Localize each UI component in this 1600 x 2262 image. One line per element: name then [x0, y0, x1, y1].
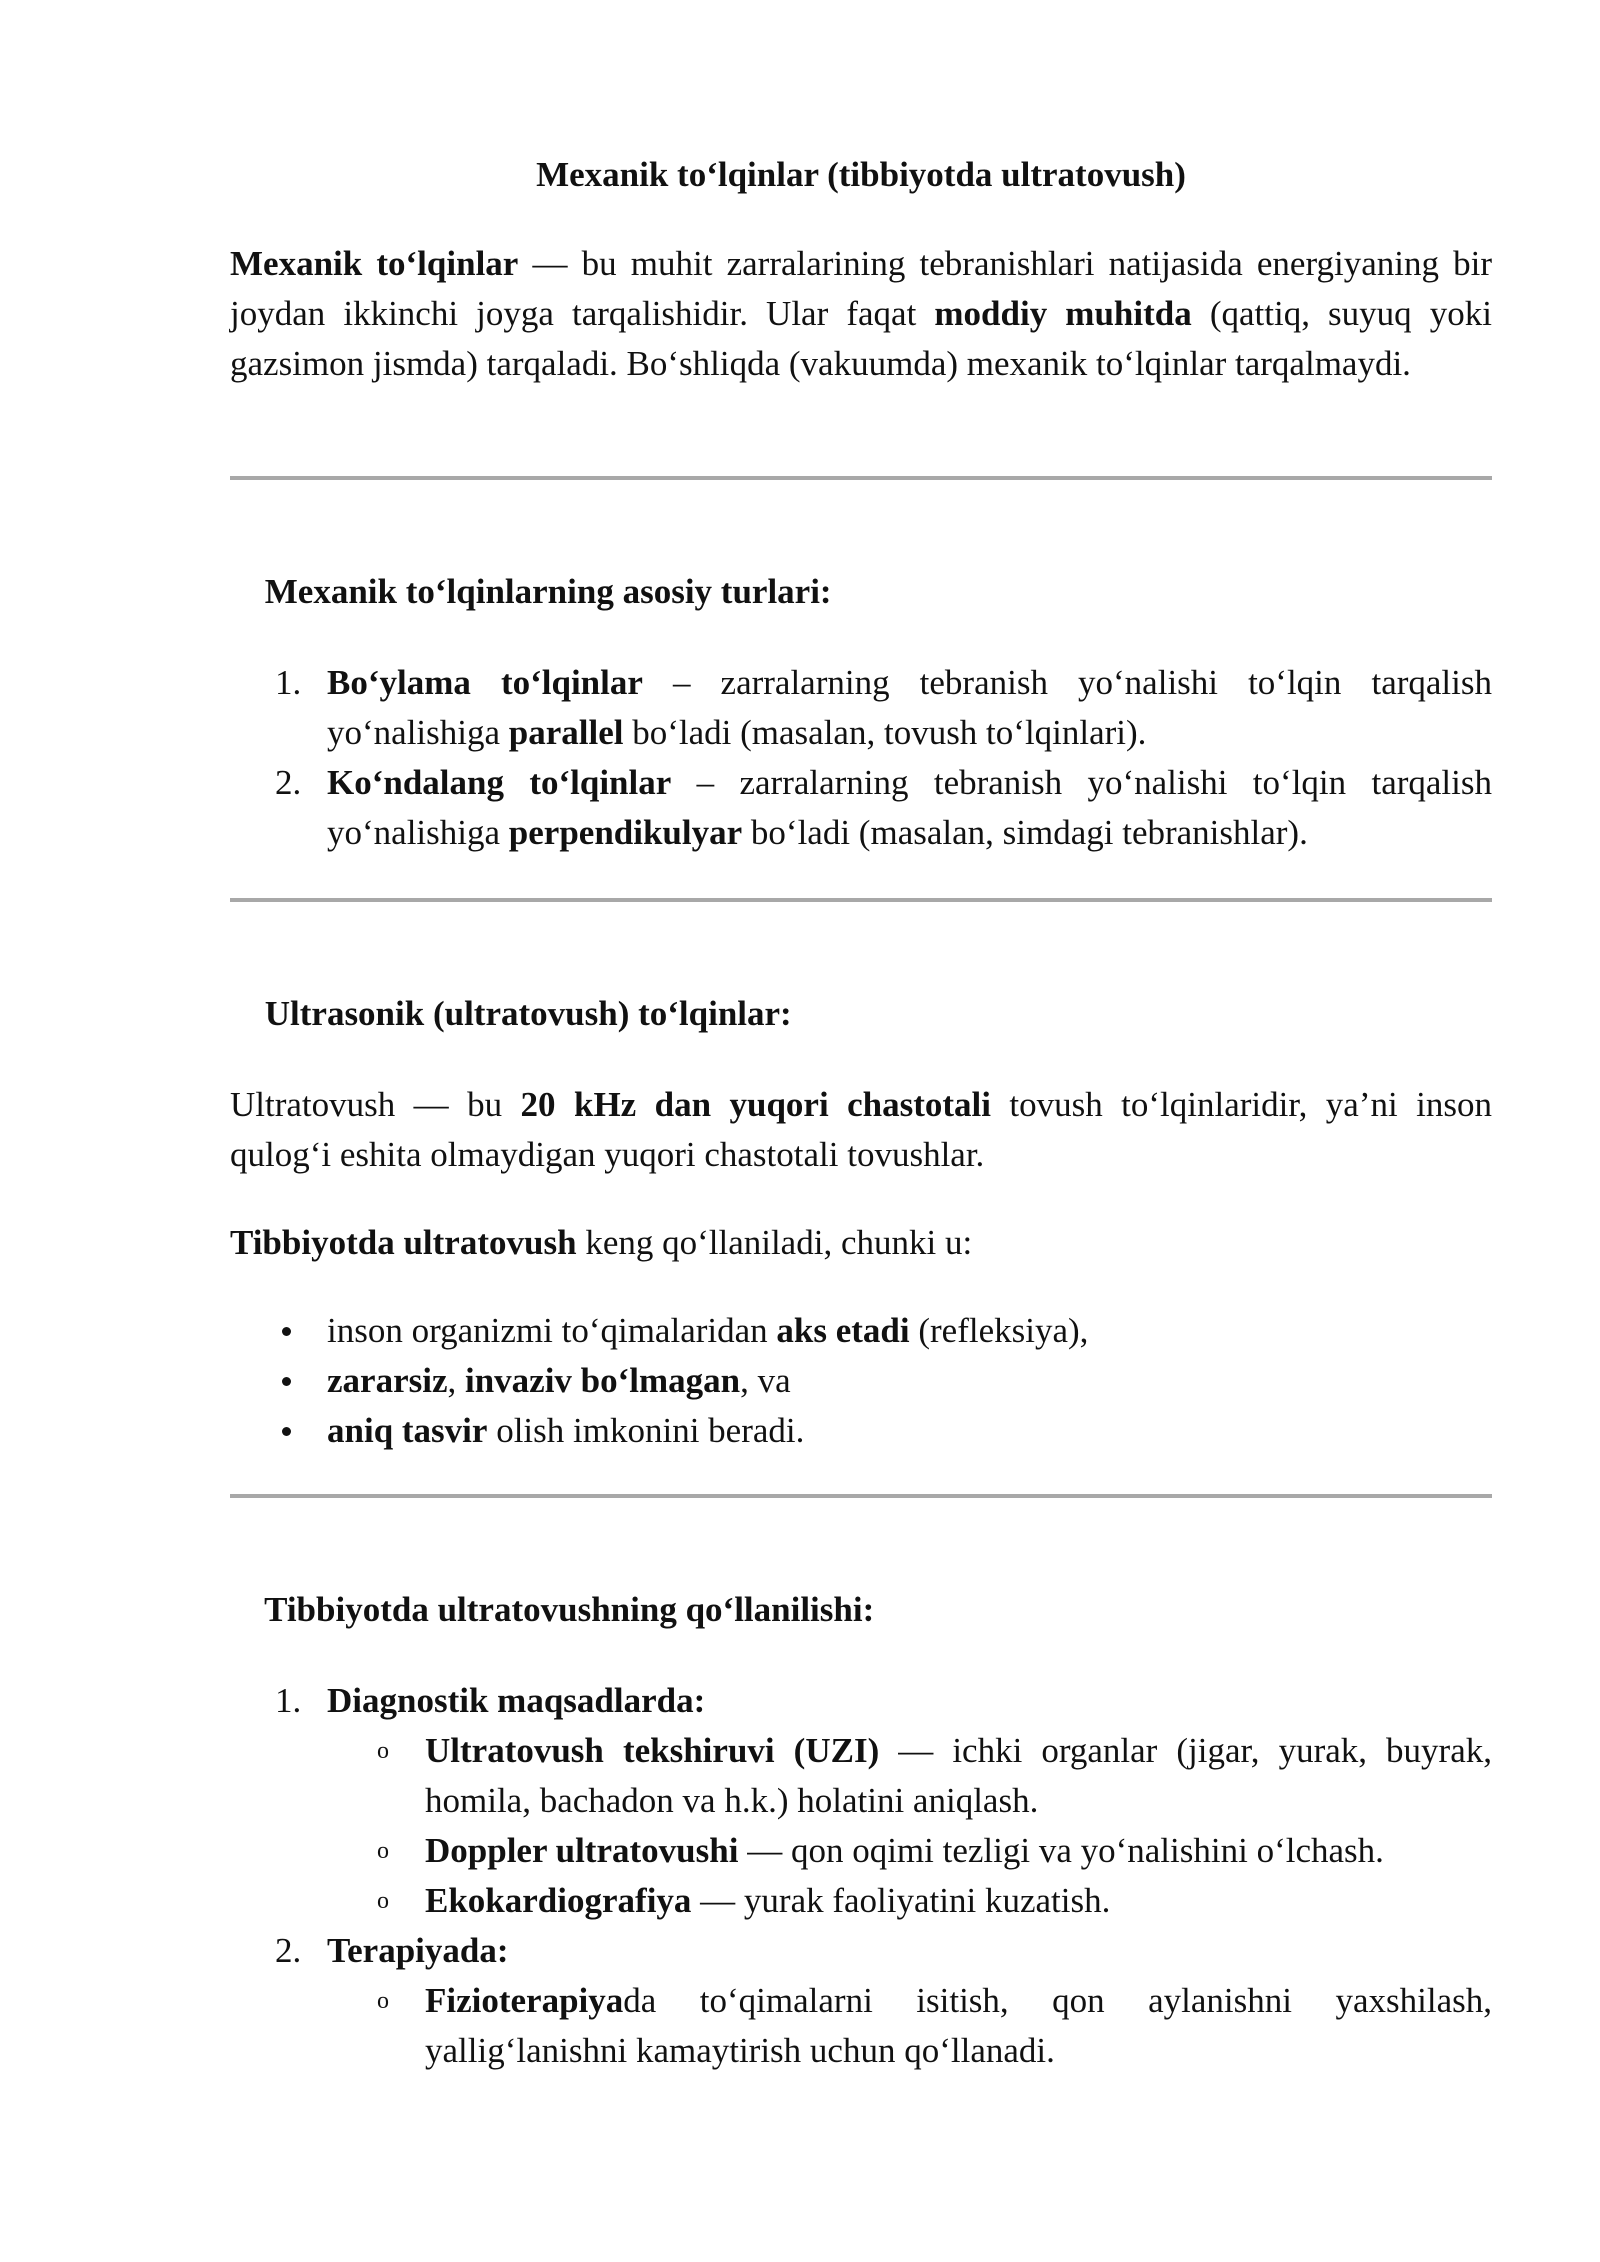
section-heading-text: Mexanik to‘lqinlarning asosiy turlari: — [264, 572, 832, 611]
sub-list-item — [230, 1726, 1492, 1826]
list-item — [230, 758, 1492, 858]
section-heading-types — [230, 567, 1492, 617]
term: Tibbiyotda ultratovush — [230, 1223, 577, 1262]
ultrasonic-usage-intro — [230, 1218, 1492, 1268]
divider-1 — [230, 476, 1492, 480]
intro-paragraph — [230, 239, 1492, 389]
wave-types-list — [230, 658, 1492, 858]
term: invaziv bo‘lmagan — [464, 1361, 741, 1400]
text: , — [447, 1361, 465, 1400]
text: da to‘qimalarni isitish, qon aylanishni yaxshilash, yallig‘lanishni kamaytirish uchun qo‘llanadi. — [425, 1981, 1492, 2070]
text: Ultratovush — bu — [230, 1085, 521, 1124]
intro-text-1: — bu muhit zarralarining tebranishlari natijasida energiyaning bir joydan ikkinchi joyga tarqalishidir. Ular faqat — [230, 244, 1492, 333]
text: (refleksiya), — [909, 1311, 1089, 1350]
term: zararsiz — [327, 1361, 448, 1400]
ultrasonic-definition — [230, 1080, 1492, 1180]
text: — ichki organlar (jigar, yurak, buyrak, homila, bachadon va h.k.) holatini aniqlash. — [425, 1731, 1492, 1820]
list-item — [230, 1306, 1492, 1356]
intro-text-2: (qattiq, suyuq yoki gazsimon jismda) tarqaladi. Bo‘shliqda (vakuumda) mexanik to‘lqinlar tarqalmaydi. — [230, 294, 1492, 383]
text: – zarralarning tebranish yo‘nalishi to‘lqin tarqalish yo‘nalishiga — [327, 763, 1492, 852]
list-number: 2. — [275, 763, 302, 802]
circle-bullet-icon: o — [377, 1888, 389, 1914]
list-number: 1. — [275, 663, 302, 702]
sub-list-item — [230, 1876, 1492, 1926]
term: Ultratovush tekshiruvi (UZI) — [425, 1731, 880, 1770]
text: — qon oqimi tezligi va yo‘nalishini o‘lchash. — [738, 1831, 1384, 1870]
term: Ko‘ndalang to‘lqinlar — [327, 763, 672, 802]
term: Bo‘ylama to‘lqinlar — [327, 663, 643, 702]
list-item — [230, 658, 1492, 758]
text: inson organizmi to‘qimalaridan — [327, 1311, 777, 1350]
list-item — [230, 1676, 1492, 1726]
text: tovush to‘lqinlaridir, ya’ni inson qulog‘i eshita olmaydigan yuqori chastotali tovushlar. — [230, 1085, 1492, 1174]
text: bo‘ladi (masalan, simdagi tebranishlar). — [742, 813, 1308, 852]
list-label: Diagnostik maqsadlarda: — [327, 1681, 706, 1720]
section-heading-text: Tibbiyotda ultratovushning qo‘llanilishi: — [264, 1590, 875, 1629]
bullet-icon — [282, 1327, 291, 1336]
term: Doppler ultratovushi — [425, 1831, 739, 1870]
list-label: Terapiyada: — [327, 1931, 509, 1970]
term: 20 kHz dan yuqori chastotali — [520, 1085, 991, 1124]
text: olish imkonini beradi. — [487, 1411, 805, 1450]
term: Fizioterapiya — [425, 1981, 624, 2020]
text: , va — [740, 1361, 791, 1400]
text: – zarralarning tebranish yo‘nalishi to‘lqin tarqalish yo‘nalishiga — [327, 663, 1492, 752]
text: bo‘ladi (masalan, tovush to‘lqinlari). — [623, 713, 1147, 752]
list-item — [230, 1926, 1492, 1976]
section-heading-applications — [230, 1585, 1492, 1635]
circle-bullet-icon: o — [377, 1988, 389, 2014]
intro-emphasis: moddiy muhitda — [934, 294, 1192, 333]
text: keng qo‘llaniladi, chunki u: — [576, 1223, 973, 1262]
document-title: Mexanik to‘lqinlar (tibbiyotda ultratovush) — [536, 155, 1186, 194]
list-number: 1. — [275, 1681, 302, 1720]
bullet-icon — [282, 1377, 291, 1386]
divider-3 — [230, 1494, 1492, 1498]
list-number: 2. — [275, 1931, 302, 1970]
circle-bullet-icon: o — [377, 1838, 389, 1864]
list-item — [230, 1406, 1492, 1456]
term: perpendikulyar — [508, 813, 743, 852]
term: parallel — [508, 713, 624, 752]
term: aks etadi — [776, 1311, 910, 1350]
intro-term: Mexanik to‘lqinlar — [230, 244, 519, 283]
ultrasonic-benefits-list — [230, 1306, 1492, 1456]
section-heading-ultrasonic — [230, 989, 1492, 1039]
text: — yurak faoliyatini kuzatish. — [691, 1881, 1111, 1920]
divider-2 — [230, 898, 1492, 902]
applications-list — [230, 1676, 1492, 2076]
list-item — [230, 1356, 1492, 1406]
term: aniq tasvir — [327, 1411, 488, 1450]
term: Ekokardiografiya — [425, 1881, 692, 1920]
bullet-icon — [282, 1427, 291, 1436]
section-heading-text: Ultrasonik (ultratovush) to‘lqinlar: — [264, 994, 792, 1033]
sub-list-item — [230, 1826, 1492, 1876]
circle-bullet-icon: o — [377, 1738, 389, 1764]
sub-list-item — [230, 1976, 1492, 2076]
